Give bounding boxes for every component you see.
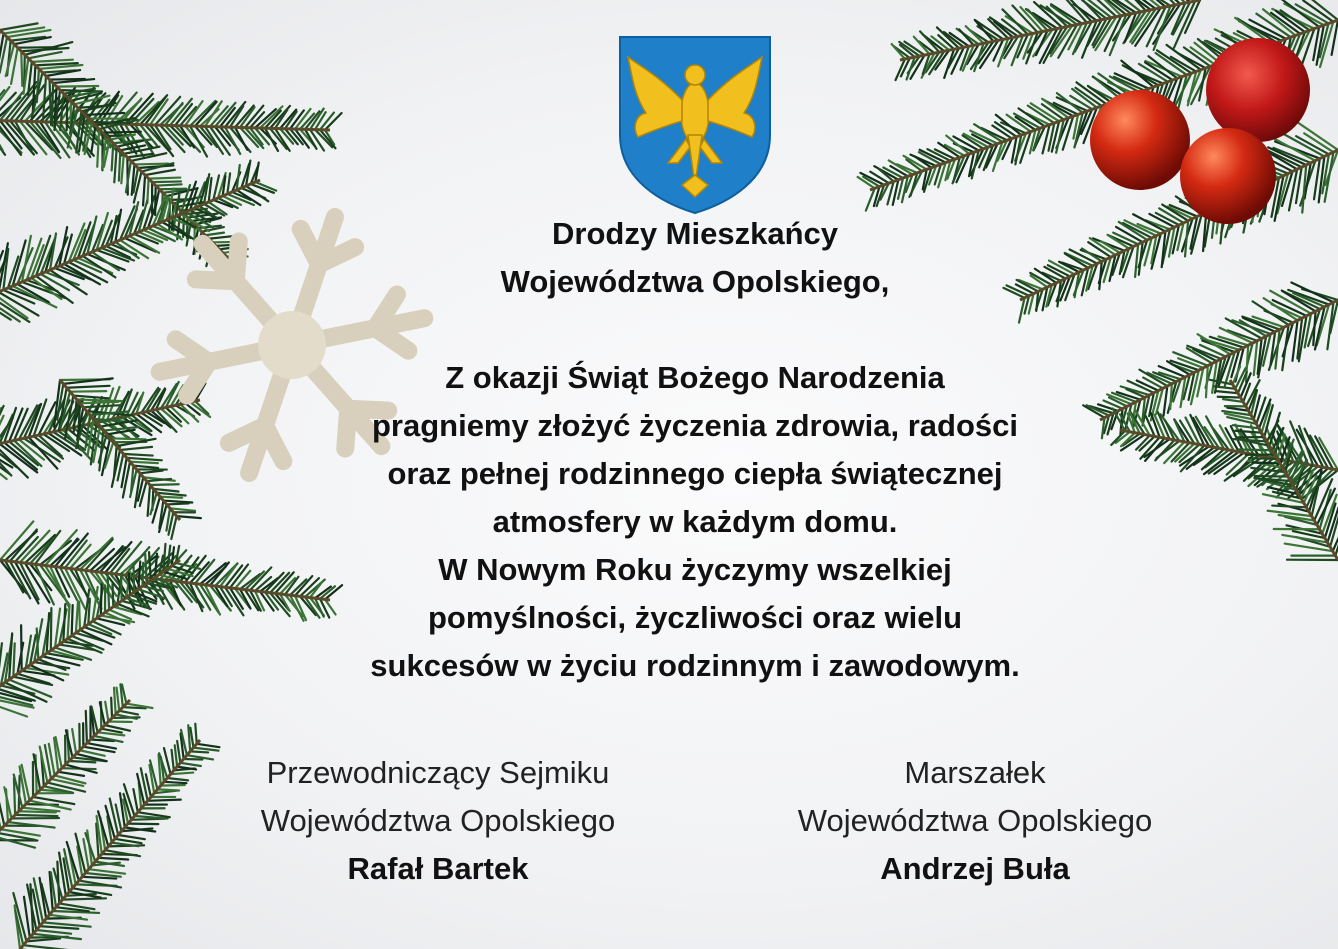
pine-needle — [114, 688, 116, 715]
pine-needle — [167, 778, 188, 780]
pine-needle — [69, 761, 95, 762]
pine-needle — [133, 789, 137, 812]
pine-needle — [128, 824, 158, 825]
bauble — [1090, 90, 1190, 190]
signature-name: Rafał Bartek — [347, 851, 529, 886]
pine-needle — [1310, 0, 1338, 20]
pine-needle — [105, 702, 108, 722]
pine-needle — [103, 132, 141, 133]
pine-needle — [998, 38, 1008, 66]
bauble — [1180, 128, 1276, 224]
pine-needle — [140, 471, 163, 474]
pine-needle — [83, 405, 120, 407]
pine-needle — [76, 601, 78, 633]
pine-needle — [67, 386, 110, 388]
pine-needle — [87, 216, 96, 254]
pine-needle — [172, 750, 174, 771]
pine-needle — [53, 911, 99, 913]
pine-needle — [1272, 506, 1306, 508]
pine-needle — [148, 800, 181, 801]
pine-needle — [150, 484, 179, 485]
pine-needle — [1036, 291, 1038, 310]
pine-needle — [149, 178, 181, 179]
pine-needle — [15, 815, 57, 816]
pine-needle — [1157, 50, 1191, 73]
pine-needle — [180, 763, 200, 766]
pine-needle — [63, 898, 106, 899]
pine-needle — [43, 76, 46, 119]
body-line: Z okazji Świąt Bożego Narodzenia — [445, 360, 945, 395]
pine-needle — [29, 437, 58, 468]
pine-needle — [58, 772, 84, 776]
coat-of-arms-icon — [618, 35, 772, 215]
pine-needle — [99, 858, 129, 860]
pine-needle — [197, 744, 220, 747]
body-line: pragniemy złożyć życzenia zdrowia, radości — [371, 408, 1019, 443]
pine-needle — [88, 599, 90, 624]
pine-needle — [134, 564, 135, 593]
pine-needle — [237, 165, 240, 190]
pine-needle — [156, 184, 182, 185]
pine-needle — [227, 173, 230, 194]
pine-needle — [21, 625, 22, 671]
pine-needle — [123, 454, 152, 456]
pine-needle — [148, 485, 150, 516]
pine-needle — [68, 605, 70, 639]
pine-needle — [92, 252, 119, 270]
pine-needle — [79, 602, 80, 630]
pine-needle — [209, 236, 234, 239]
pine-needle — [866, 188, 875, 210]
pine-needle — [1019, 298, 1025, 323]
pine-needle — [51, 608, 52, 650]
pine-needle — [1206, 366, 1208, 398]
snowflake-center — [258, 311, 326, 379]
pine-needle — [36, 930, 71, 934]
pine-needle — [127, 416, 151, 431]
pine-needle — [127, 458, 162, 461]
pine-needle — [1216, 391, 1238, 393]
branch-stem — [20, 740, 200, 949]
pine-needle — [86, 711, 87, 743]
pine-needle — [143, 563, 144, 586]
pine-needle — [245, 128, 263, 149]
pine-needle — [0, 793, 4, 826]
pine-needle — [27, 938, 61, 941]
pine-needle — [121, 574, 122, 600]
pine-needle — [209, 178, 212, 202]
pine-needle — [119, 150, 120, 180]
pine-needle — [23, 945, 70, 949]
pine-needle — [118, 835, 145, 839]
pine-needle — [270, 128, 287, 149]
body-line: atmosfery w każdym domu. — [492, 504, 898, 539]
pine-needle — [121, 154, 124, 183]
pine-needle — [21, 51, 22, 86]
pine-needle — [1246, 345, 1248, 382]
pine-needle — [57, 86, 99, 87]
pine-needle — [72, 605, 73, 636]
pine-needle — [200, 126, 217, 147]
pine-needle — [134, 164, 168, 165]
pine-needle — [72, 729, 76, 754]
pine-needle — [70, 391, 106, 392]
pine-needle — [152, 181, 181, 182]
pine-needle — [195, 724, 196, 744]
pine-needle — [97, 129, 99, 167]
bauble — [1206, 38, 1310, 142]
pine-needle — [163, 501, 192, 503]
salutation-line: Województwa Opolskiego, — [500, 264, 890, 299]
body-line: W Nowym Roku życzymy wszelkiej — [438, 552, 952, 587]
pine-needle — [160, 497, 182, 498]
pine-needle — [9, 633, 12, 679]
body-line: sukcesów w życiu rodzinnym i zawodowym. — [370, 648, 1020, 683]
pine-needle — [63, 604, 65, 642]
pine-needle — [1253, 463, 1280, 464]
pine-needle — [110, 438, 146, 439]
pine-needle — [157, 789, 179, 790]
signature-title: Marszałek — [904, 755, 1046, 790]
pine-needle — [1164, 386, 1168, 416]
pine-needle — [130, 462, 158, 463]
pine-needle — [167, 503, 189, 504]
pine-needle — [47, 613, 49, 653]
pine-needle — [164, 782, 186, 783]
pine-needle — [177, 516, 201, 518]
pine-needle — [1170, 384, 1172, 409]
pine-needle — [1214, 386, 1235, 388]
signature-title: Województwa Opolskiego — [797, 803, 1153, 838]
pine-needle — [190, 728, 193, 748]
pine-needle — [1254, 341, 1257, 375]
pine-needle — [177, 741, 180, 763]
pine-needle — [143, 175, 145, 205]
pine-needle — [1135, 244, 1138, 277]
body-line: oraz pełnej rodzinnego ciepła świątecznej — [387, 456, 1003, 491]
pine-needle — [1255, 476, 1288, 477]
pine-needle — [145, 554, 146, 583]
pine-needle — [114, 147, 116, 183]
salutation-line: Drodzy Mieszkańcy — [552, 216, 838, 251]
pine-needle — [37, 629, 39, 660]
pine-needle — [108, 574, 110, 609]
pine-needle — [1238, 449, 1272, 450]
signature-title: Województwa Opolskiego — [260, 803, 616, 838]
pine-needle — [193, 748, 218, 751]
pine-needle — [120, 447, 152, 450]
pine-needle — [175, 745, 177, 766]
pine-needle — [13, 643, 14, 676]
pine-needle — [40, 926, 79, 929]
pine-needle — [52, 83, 53, 125]
signature-title: Przewodniczący Sejmiku — [266, 755, 610, 790]
pine-needle — [110, 799, 118, 835]
pine-needle — [111, 698, 112, 718]
pine-needle — [101, 584, 102, 615]
pine-needle — [73, 396, 108, 399]
pine-needle — [82, 877, 116, 879]
pine-needle — [50, 80, 52, 126]
pine-needle — [1102, 418, 1105, 438]
pine-needle — [168, 546, 171, 569]
pine-needle — [129, 573, 130, 595]
body-line: pomyślności, życzliwości oraz wielu — [427, 600, 963, 635]
pine-needle — [161, 785, 185, 786]
pine-needle — [1249, 458, 1277, 459]
pine-needle — [117, 688, 120, 711]
pine-needle — [1218, 397, 1241, 398]
pine-needle — [171, 773, 194, 775]
pine-needle — [113, 584, 114, 607]
pine-needle — [1185, 221, 1188, 257]
pine-needle — [190, 751, 208, 752]
pine-needle — [14, 778, 15, 815]
pine-needle — [32, 60, 73, 62]
branch-stem — [1020, 150, 1338, 300]
branch-stem — [1100, 300, 1338, 420]
pine-needle — [157, 493, 186, 496]
pine-needle — [205, 233, 224, 236]
pine-needle — [1099, 261, 1101, 289]
signature-name: Andrzej Buła — [880, 851, 1070, 886]
pine-needle — [119, 711, 138, 715]
pine-needle — [1313, 311, 1315, 345]
